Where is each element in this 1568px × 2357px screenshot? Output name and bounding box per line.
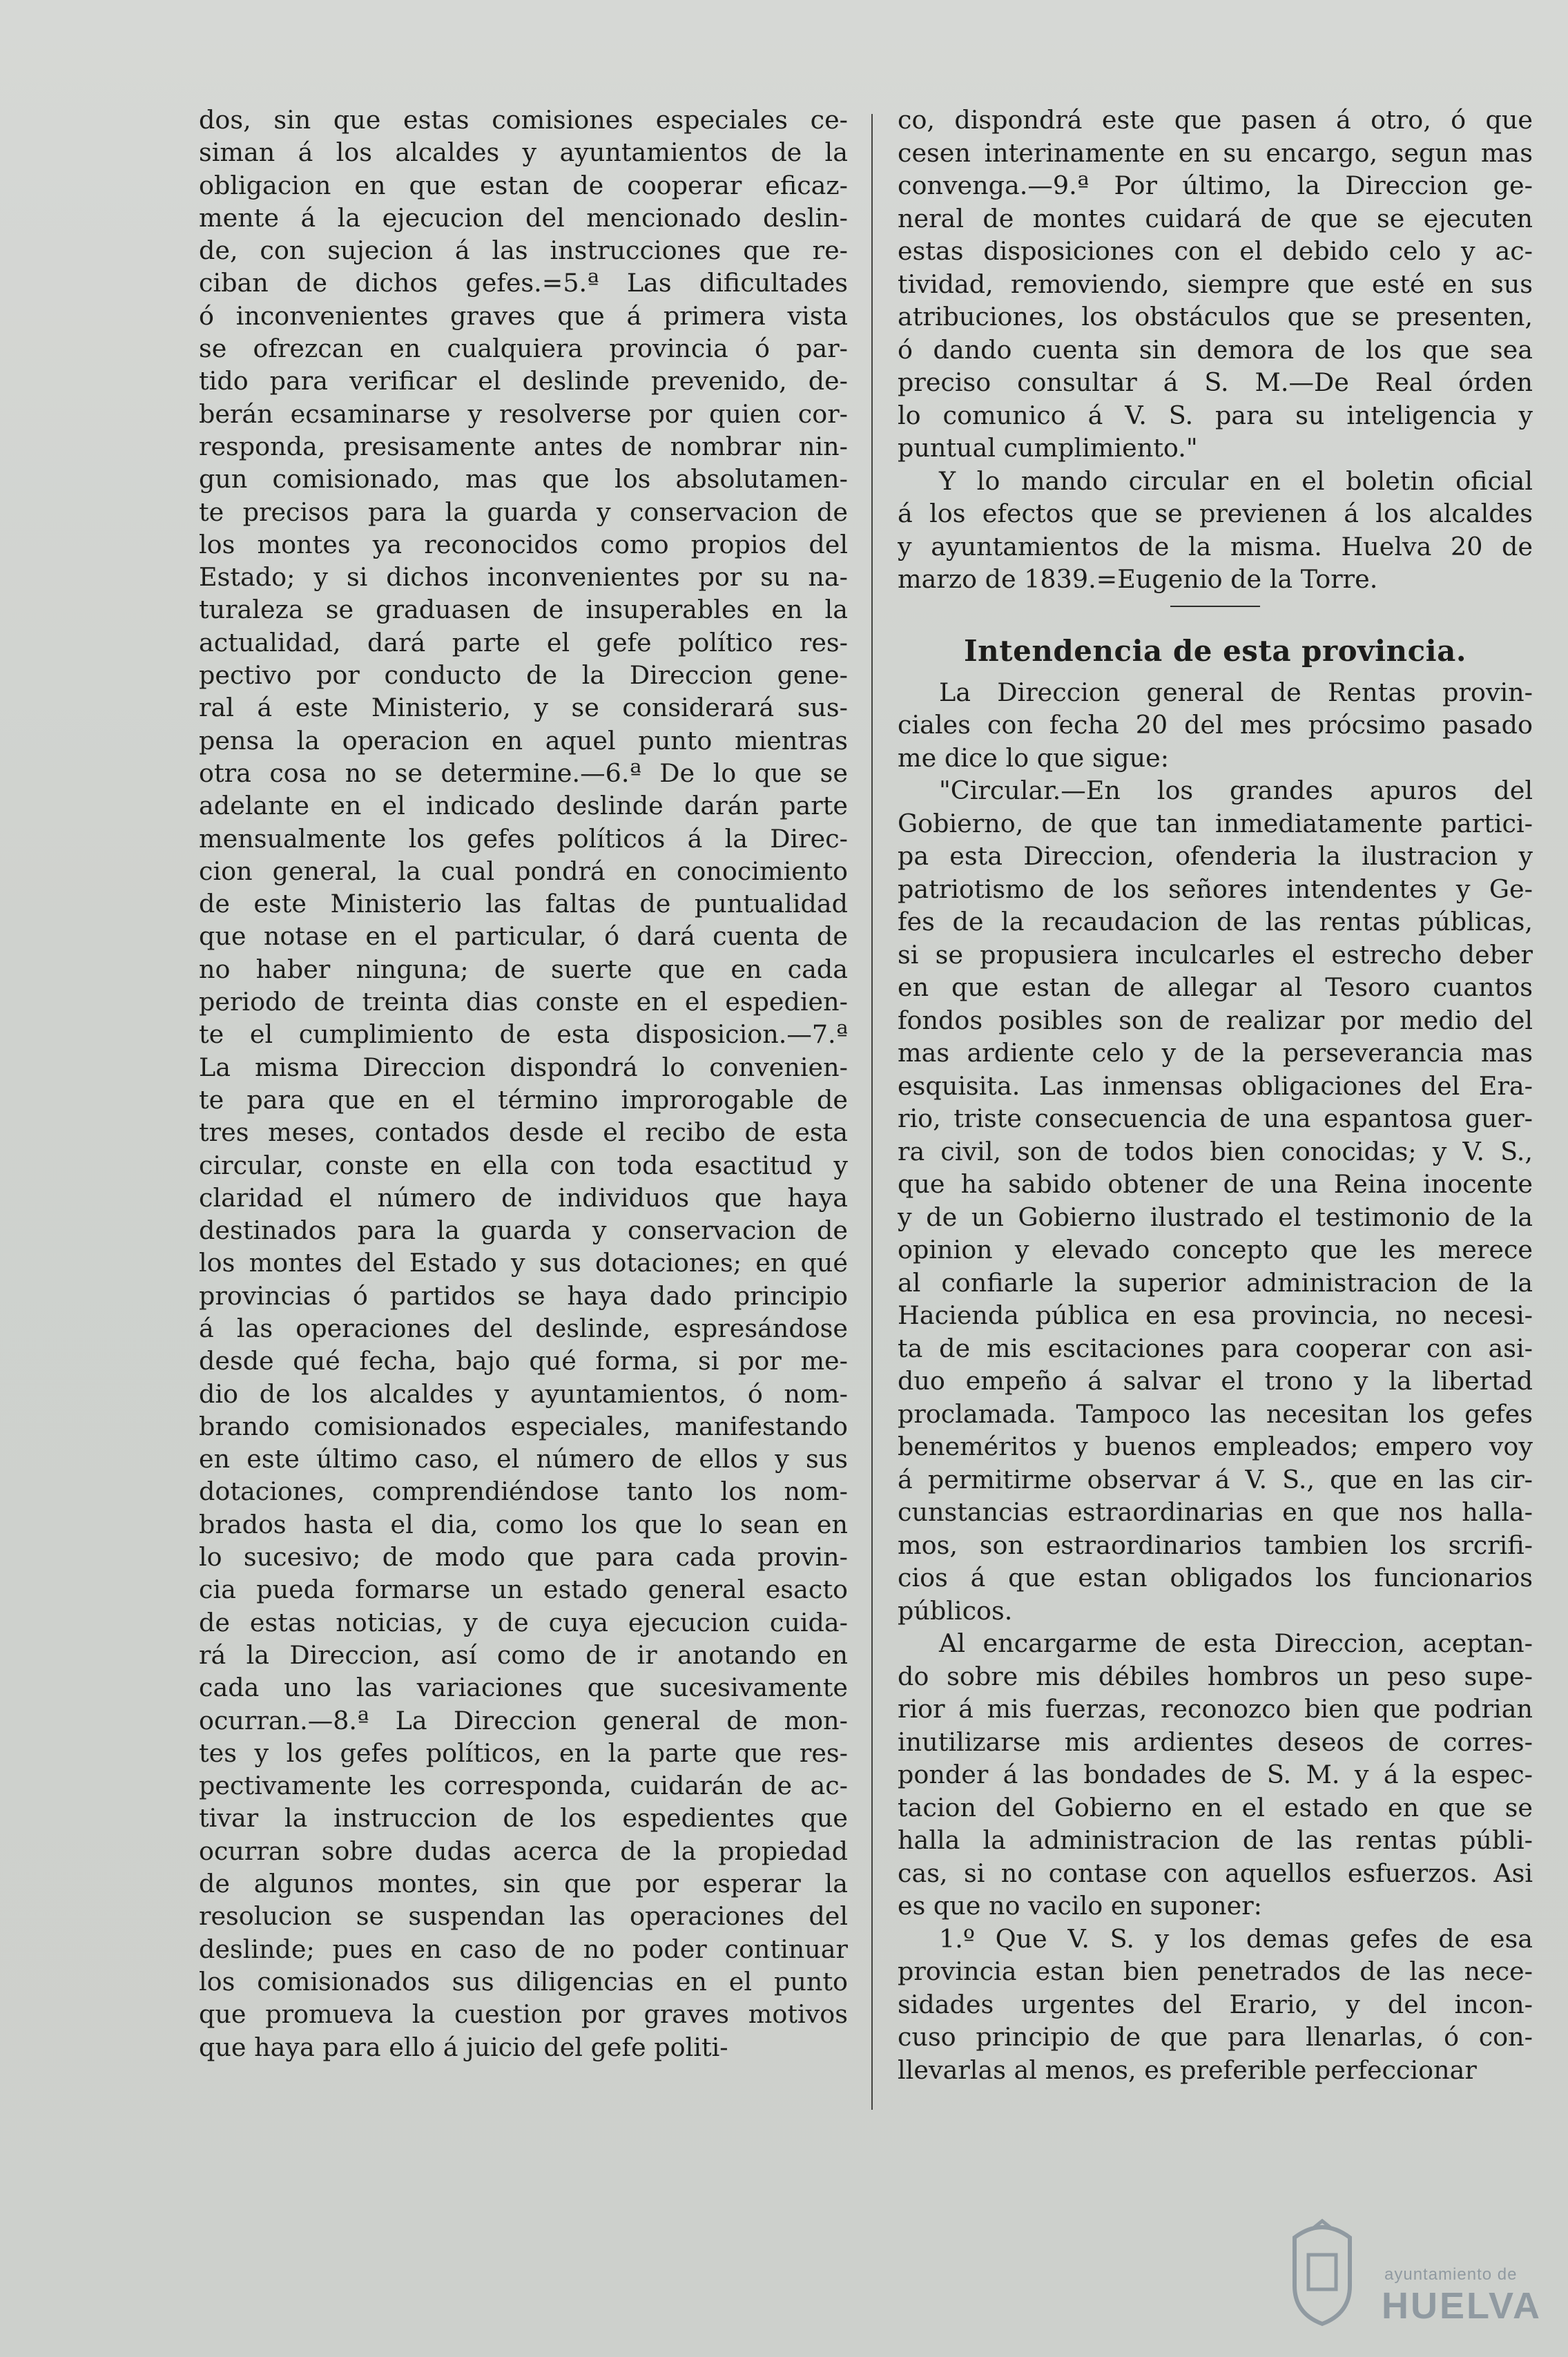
text-line: responda, presisamente antes de nombrar nin- [199, 431, 848, 461]
text-line: patriotismo de los señores intendentes y Ge- [898, 874, 1533, 904]
text-line: esquisita. Las inmensas obligaciones del Era- [898, 1070, 1533, 1101]
text-line: provincias ó partidos se haya dado principio [199, 1280, 848, 1311]
text-line: ral á este Ministerio, y se considerará sus- [199, 693, 848, 723]
text-line: de, con sujecion á las instrucciones que re- [199, 235, 848, 266]
text-line: marzo de 1839.=Eugenio de la Torre. [898, 564, 1378, 594]
text-line: 1.º Que V. S. y los demas gefes de esa [939, 1923, 1533, 1954]
text-line: cas, si no contase con aquellos esfuerzos. Asi [898, 1858, 1533, 1888]
text-line: ra civil, son de todos bien conocidas; y V. S., [898, 1136, 1533, 1166]
text-line: te el cumplimiento de esta disposicion.—7.ª [199, 1019, 848, 1050]
text-line: te para que en el término improrogable de [199, 1084, 848, 1115]
text-line: tividad, removiendo, siempre que esté en sus [898, 269, 1533, 299]
text-line: pectivo por conducto de la Direccion gene- [199, 660, 848, 691]
left-column [199, 104, 848, 2063]
text-line: brados hasta el dia, como los que lo sean en [199, 1509, 848, 1539]
text-line: ciales con fecha 20 del mes prócsimo pasado [898, 710, 1533, 740]
text-line: puntual cumplimiento." [898, 433, 1198, 463]
text-line: La misma Direccion dispondrá lo convenien- [199, 1052, 848, 1082]
text-line: proclamada. Tampoco las necesitan los gefes [898, 1398, 1533, 1429]
text-line: convenga.—9.ª Por último, la Direccion ge- [898, 171, 1533, 200]
text-line: gun comisionado, mas que los absolutamen- [199, 464, 848, 494]
text-line: los comisionados sus diligencias en el punto [199, 1966, 848, 1997]
text-line: lo comunico á V. S. para su inteligencia y [898, 400, 1533, 430]
direccion-intro-paragraph [898, 676, 1533, 1628]
text-line: si se propusiera inculcarles el estrecho deber [898, 939, 1533, 970]
text-line: llevarlas al menos, es preferible perfeccionar [898, 2055, 1477, 2085]
text-line: provincia estan bien penetrados de las nece- [898, 1956, 1533, 1986]
text-line: rior á mis fuerzas, reconozco bien que podrian [898, 1694, 1533, 1724]
text-line: estas disposiciones con el debido celo y ac- [898, 236, 1533, 266]
text-line: Hacienda pública en esa provincia, no necesi- [898, 1300, 1533, 1330]
coat-of-arms-icon [1281, 2217, 1364, 2327]
text-line: pectivamente les corresponda, cuidarán de ac- [199, 1771, 848, 1801]
text-line: en que estan de allegar al Tesoro cuantos [898, 972, 1533, 1002]
text-line: tivar la instruccion de los espedientes que [199, 1803, 848, 1834]
text-line: los montes del Estado y sus dotaciones; en qué [199, 1248, 848, 1278]
archive-watermark [1281, 2217, 1543, 2334]
text-line: do sobre mis débiles hombros un peso supe- [898, 1661, 1533, 1691]
text-line: mensualmente los gefes políticos á la Direc- [199, 823, 848, 854]
text-line: La Direccion general de Rentas provin- [939, 677, 1533, 707]
text-line: dio de los alcaldes y ayuntamientos, ó nom- [199, 1378, 848, 1409]
text-line: Gobierno, de que tan inmediatamente partici- [898, 808, 1533, 838]
text-line: mos, son estraordinarios tambien los srcrifi- [898, 1530, 1533, 1560]
text-line: periodo de treinta dias conste en el espedien- [199, 987, 848, 1017]
text-line: de algunos montes, sin que por esperar la [199, 1869, 848, 1899]
text-line: me dice lo que sigue: [898, 742, 1169, 773]
text-line: mas ardiente celo y de la perseverancia mas [898, 1038, 1533, 1068]
text-line: que promueva la cuestion por graves motivos [199, 1999, 848, 2030]
text-line: desde qué fecha, bajo qué forma, si por me- [199, 1346, 848, 1376]
column-divider [871, 114, 873, 2110]
text-line: turaleza se graduasen de insuperables en la [199, 595, 848, 625]
text-line: ciban de dichos gefes.=5.ª Las dificultades [199, 268, 848, 298]
text-line: claridad el número de individuos que haya [199, 1182, 848, 1213]
text-line: atribuciones, los obstáculos que se presenten, [898, 302, 1533, 331]
text-line: que notase en el particular, ó dará cuenta de [199, 921, 848, 952]
real-orden-conclusion [898, 104, 1533, 465]
text-line: no haber ninguna; de suerte que en cada [199, 954, 848, 984]
text-line: es que no vacilo en suponer: [898, 1891, 1262, 1921]
watermark-large-text: HUELVA [1382, 2285, 1542, 2327]
text-line: siman á los alcaldes y ayuntamientos de la [199, 137, 848, 168]
text-line: dos, sin que estas comisiones especiales ce- [199, 105, 848, 135]
text-line: ó inconvenientes graves que á primera vista [199, 300, 848, 331]
text-line: cia pueda formarse un estado general esacto [199, 1575, 848, 1605]
text-line: ó dando cuenta sin demora de los que sea [898, 334, 1533, 365]
text-line: deslinde; pues en caso de no poder continuar [199, 1934, 848, 1964]
text-line: y ayuntamientos de la misma. Huelva 20 de [898, 531, 1533, 561]
text-line: resolucion se suspendan las operaciones del [199, 1901, 848, 1932]
text-line: tres meses, contados desde el recibo de esta [199, 1117, 848, 1148]
text-line: en este último caso, el número de ellos y sus [199, 1444, 848, 1474]
text-line: cada uno las variaciones que sucesivamente [199, 1673, 848, 1703]
text-line: que ha sabido obtener de una Reina inocente [898, 1169, 1533, 1199]
text-line: mente á la ejecucion del mencionado deslin- [199, 202, 848, 233]
text-line: de estas noticias, y de cuya ejecucion cuida- [199, 1607, 848, 1637]
text-line: cesen interinamente en su encargo, segun mas [898, 137, 1533, 168]
text-line: Estado; y si dichos inconvenientes por su na- [199, 562, 848, 593]
text-line: públicos. [898, 1595, 1013, 1626]
text-line: Y lo mando circular en el boletin oficial [939, 465, 1533, 496]
text-line: duo empeño á salvar el trono y la libertad [898, 1366, 1533, 1396]
text-line: circular, conste en ella con toda esactitud y [199, 1150, 848, 1180]
text-line: á las operaciones del deslinde, espresándose [199, 1313, 848, 1343]
text-line: destinados para la guarda y conservacion de [199, 1215, 848, 1246]
text-line: que haya para ello á juicio del gefe politi- [199, 2032, 728, 2062]
text-line: se ofrezcan en cualquiera provincia ó par- [199, 334, 848, 364]
watermark-small-text: ayuntamiento de [1384, 2265, 1518, 2284]
text-line: cion general, la cual pondrá en conocimiento [199, 856, 848, 886]
text-line: obligacion en que estan de cooperar eficaz- [199, 170, 848, 200]
text-line: cunstancias estraordinarias en que nos halla- [898, 1497, 1533, 1527]
text-line: te precisos para la guarda y conservacion de [199, 497, 848, 527]
text-line: Al encargarme de esta Direccion, aceptan- [939, 1628, 1533, 1658]
text-line: pensa la operacion en aquel punto mientras [199, 725, 848, 756]
text-line: dotaciones, comprendiéndose tanto los nom- [199, 1476, 848, 1507]
text-line: de este Ministerio las faltas de puntualidad [199, 889, 848, 919]
text-line: opinion y elevado concepto que les merece [898, 1235, 1533, 1264]
text-line: fondos posibles son de realizar por medio del [898, 1005, 1533, 1035]
text-line: tes y los gefes políticos, en la parte que res- [199, 1738, 848, 1768]
text-line: tido para verificar el deslinde prevenido, de- [199, 366, 848, 396]
text-line: á permitirme observar á V. S., que en las cir- [898, 1464, 1533, 1494]
text-line: preciso consultar á S. M.—De Real órden [898, 367, 1533, 397]
text-line: otra cosa no se determine.—6.ª De lo que se [199, 758, 848, 788]
text-line: rio, triste consecuencia de una espantosa guer- [898, 1104, 1533, 1133]
circular-order-paragraph [898, 465, 1533, 596]
text-line: cuso principio de que para llenarlas, ó con- [898, 2022, 1533, 2052]
text-line: neral de montes cuidará de que se ejecuten [898, 203, 1533, 233]
text-line: pa esta Direccion, ofenderia la ilustracion y [898, 841, 1533, 871]
text-line: co, dispondrá este que pasen á otro, ó que [898, 105, 1533, 135]
section-heading: Intendencia de esta provincia. [964, 633, 1467, 668]
section-rule [1170, 606, 1260, 607]
text-line: berán ecsaminarse y resolverse por quien cor- [199, 398, 848, 429]
text-line: adelante en el indicado deslinde darán parte [199, 791, 848, 821]
text-line: ocurran sobre dudas acerca de la propiedad [199, 1836, 848, 1866]
text-line: actualidad, dará parte el gefe político res- [199, 627, 848, 657]
text-line: ta de mis escitaciones para cooperar con asi- [898, 1333, 1533, 1363]
text-line: ponder á las bondades de S. M. y á la espec- [898, 1760, 1533, 1789]
text-line: fes de la recaudacion de las rentas públicas, [898, 907, 1533, 936]
right-column [898, 104, 1533, 2086]
text-line: al confiarle la superior administracion de la [898, 1267, 1533, 1298]
text-line: á los efectos que se previenen á los alcaldes [898, 499, 1533, 528]
text-line: los montes ya reconocidos como propios del [199, 529, 848, 559]
text-line: beneméritos y buenos empleados; empero voy [898, 1432, 1533, 1461]
text-line: tacion del Gobierno en el estado en que se [898, 1792, 1533, 1822]
text-line: sidades urgentes del Erario, y del incon- [898, 1989, 1533, 2019]
text-line: halla la administracion de las rentas públi- [898, 1825, 1533, 1855]
text-line: cios á que estan obligados los funcionarios [898, 1563, 1533, 1593]
text-line: ocurran.—8.ª La Direccion general de mon- [199, 1705, 848, 1735]
text-line: y de un Gobierno ilustrado el testimonio de la [898, 1202, 1533, 1232]
text-line: "Circular.—En los grandes apuros del [939, 776, 1533, 805]
text-line: lo sucesivo; de modo que para cada provin- [199, 1542, 848, 1572]
direccion-continuation-paragraph [898, 1627, 1533, 2086]
text-line: inutilizarse mis ardientes deseos de corres- [898, 1726, 1533, 1757]
text-line: rá la Direccion, así como de ir anotando en [199, 1639, 848, 1670]
text-line: brando comisionados especiales, manifestando [199, 1411, 848, 1441]
